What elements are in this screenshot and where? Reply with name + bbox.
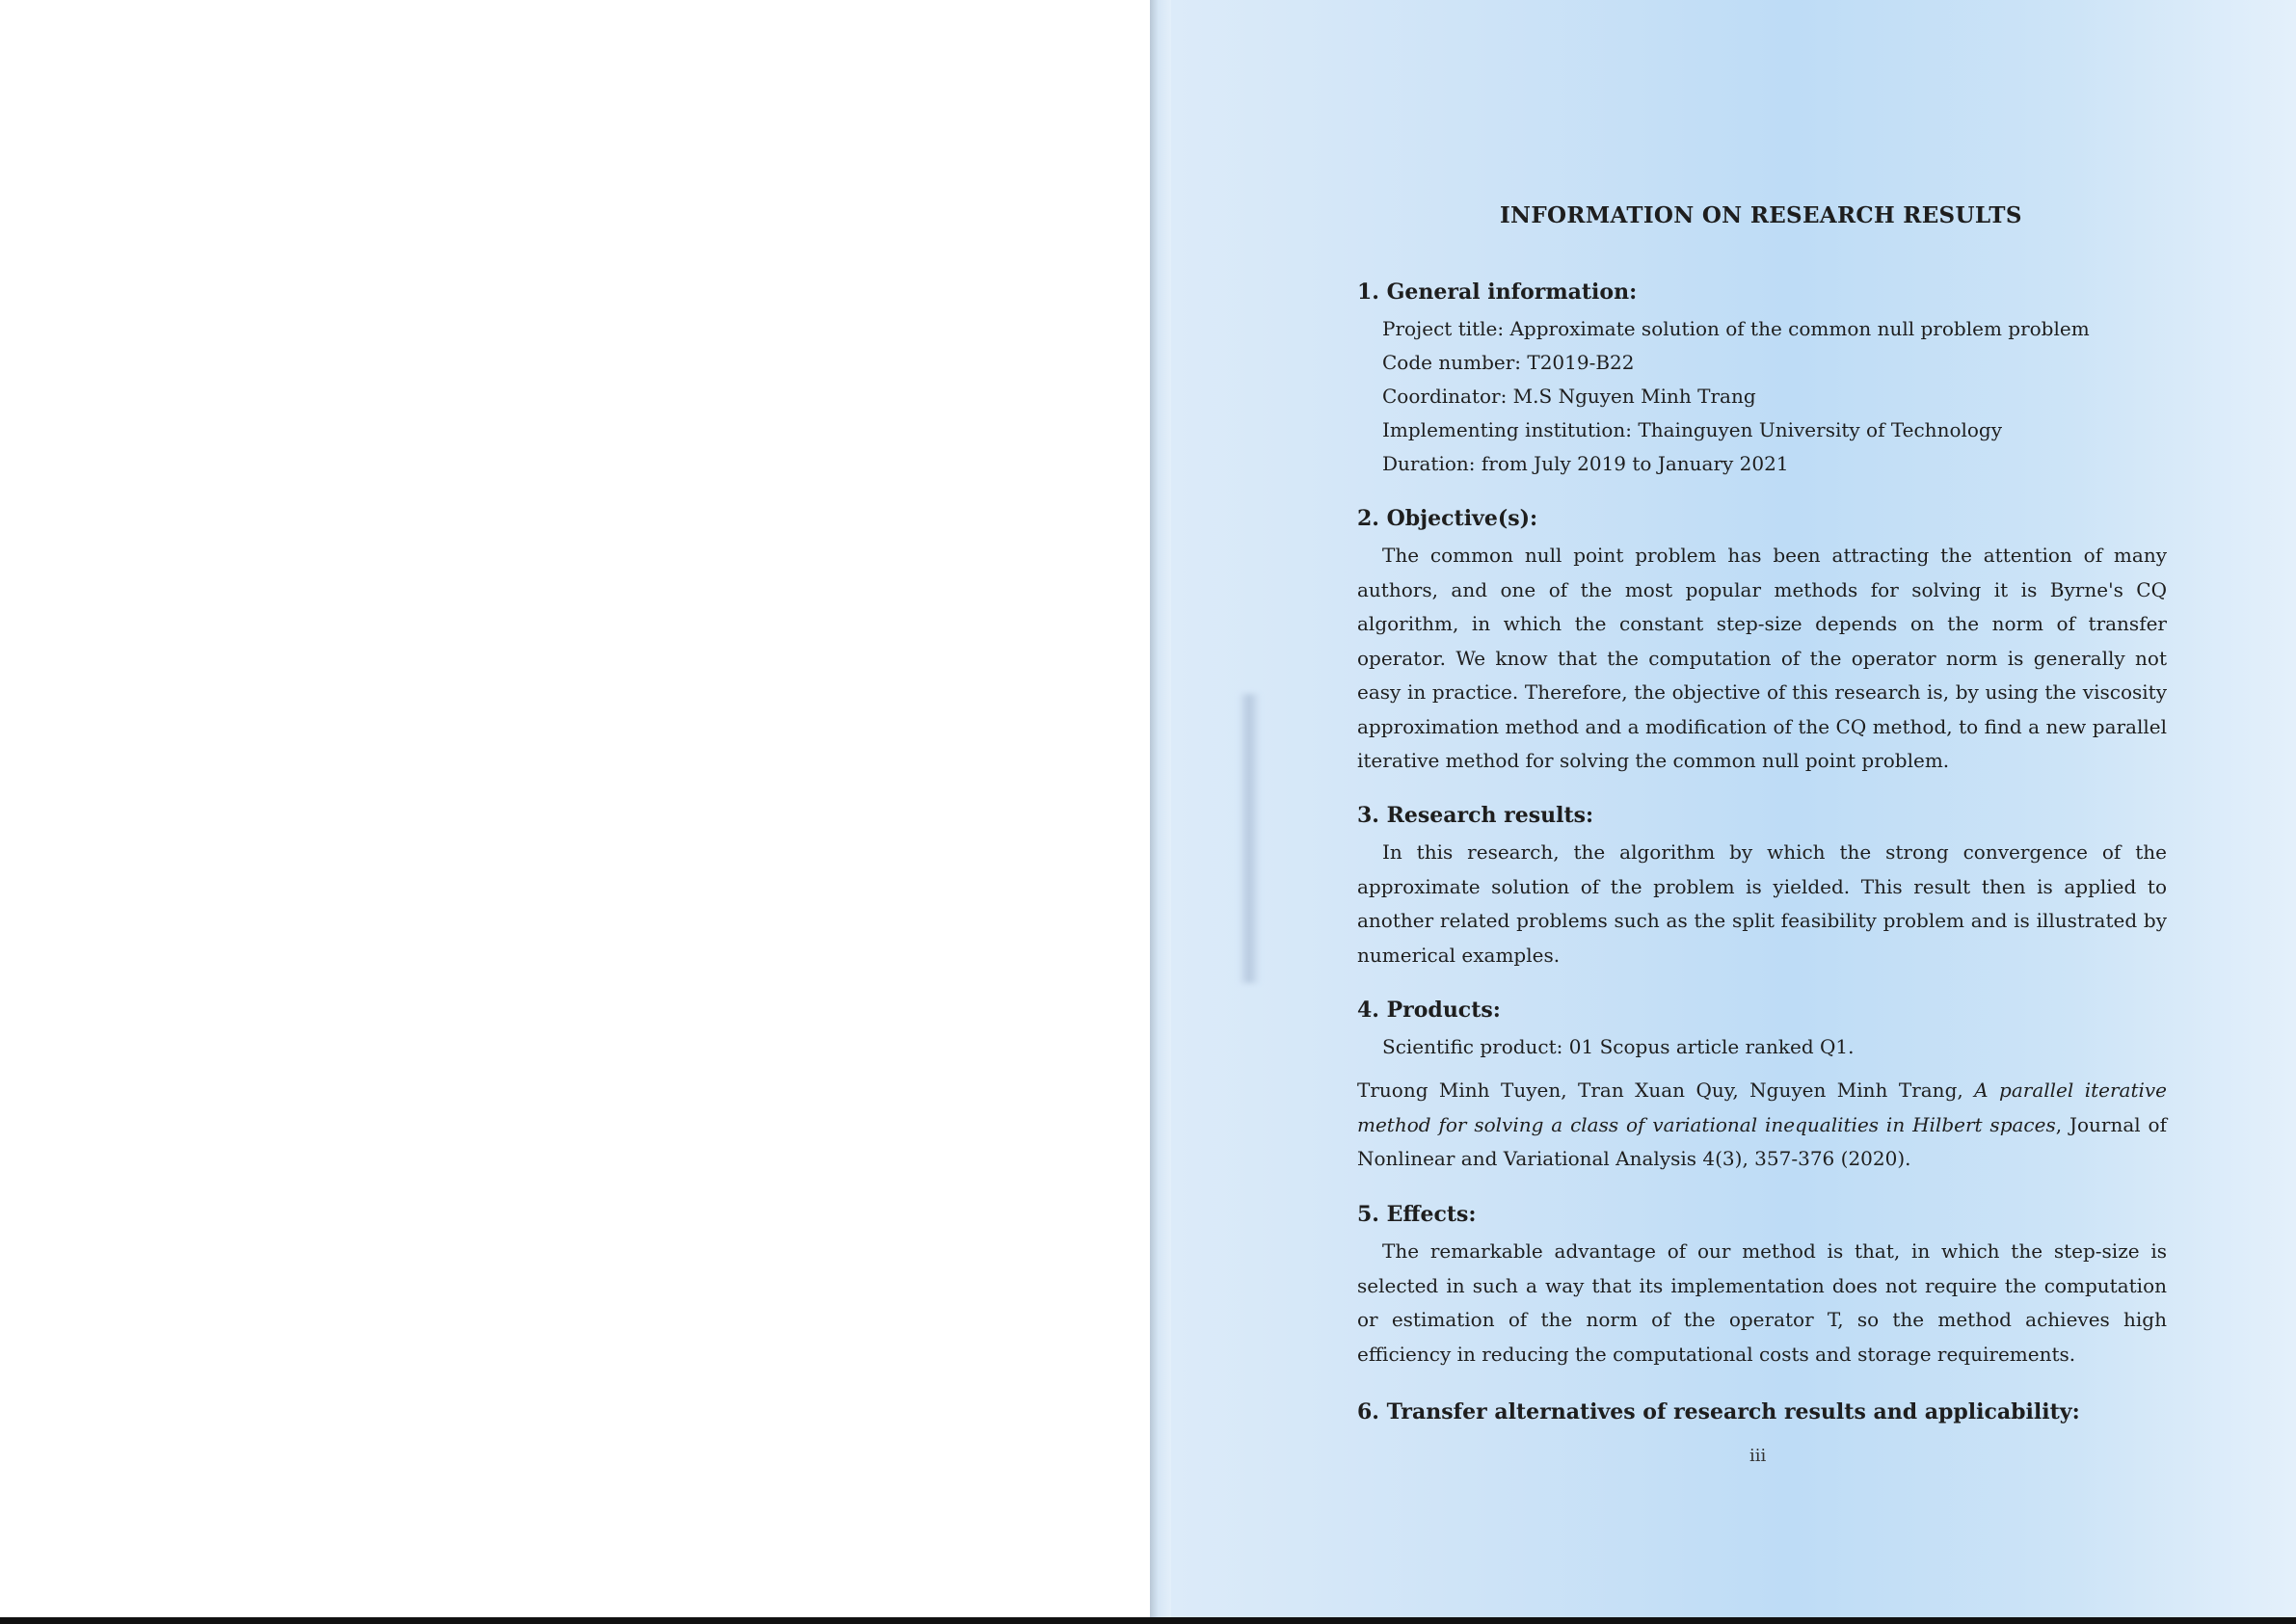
section-heading: 2. Objective(s): xyxy=(1357,506,1538,531)
section-heading: 3. Research results: xyxy=(1357,803,1594,828)
section-transfer xyxy=(1357,1399,2167,1432)
section-effects xyxy=(1357,1202,2167,1371)
results-paragraph: In this research, the algorithm by which the strong convergence of the approximate solution of the problem is yielded. This result then is applied to another related problems such as the split feasibility problem and is illustrated by numerical examples. xyxy=(1357,840,2167,967)
book-spine xyxy=(1150,0,1171,1624)
section-products xyxy=(1357,998,2167,1177)
document-title: INFORMATION ON RESEARCH RESULTS xyxy=(1500,202,2022,228)
section-heading: 1. General information: xyxy=(1357,280,1638,305)
section-general-information xyxy=(1357,280,2167,481)
institution-line: Implementing institution: Thainguyen University of Technology xyxy=(1382,418,2003,441)
citation-title: A parallel iterative method for solving a class of variational inequalities in Hilbert spaces xyxy=(1357,1078,2168,1136)
objectives-paragraph: The common null point problem has been attracting the attention of many authors, and one of the most popular methods for solving it is Byrne's CQ algorithm, in which the constant step-size depends on the norm of transfer operator. We know that the computation of the operator norm is generally not easy in practice. Therefore, the objective of this research is, by using the viscosity approximation method and a modification of the CQ method, to find a new parallel iterative method for solving the common null point problem. xyxy=(1357,544,2167,772)
section-heading: 5. Effects: xyxy=(1357,1202,1477,1227)
citation xyxy=(1357,1074,2167,1177)
bottom-edge xyxy=(0,1617,2296,1624)
code-number-line: Code number: T2019-B22 xyxy=(1382,351,1635,374)
project-title-line: Project title: Approximate solution of the common null problem problem xyxy=(1382,317,2090,340)
section-objectives xyxy=(1357,506,2167,779)
scan-shadow xyxy=(1239,694,1260,983)
page-number: iii xyxy=(1749,1446,1767,1466)
section-heading: 4. Products: xyxy=(1357,998,1501,1023)
coordinator-line: Coordinator: M.S Nguyen Minh Trang xyxy=(1382,385,1756,408)
citation-source: , Journal of Nonlinear and Variational Analysis 4(3), 357-376 (2020). xyxy=(1357,1112,2167,1170)
duration-line: Duration: from July 2019 to January 2021 xyxy=(1382,452,1789,475)
citation-authors: Truong Minh Tuyen, Tran Xuan Quy, Nguyen Minh Trang, xyxy=(1357,1078,1963,1102)
product-line: Scientific product: 01 Scopus article ranked Q1. xyxy=(1382,1035,1855,1058)
section-research-results xyxy=(1357,803,2167,972)
effects-paragraph: The remarkable advantage of our method is that, in which the step-size is selected in such a way that its implementation does not require the computation or estimation of the norm of the operator T, so the method achieves high efficiency in reducing the computational costs and storage requirements. xyxy=(1357,1239,2167,1366)
section-heading: 6. Transfer alternatives of research results and applicability: xyxy=(1357,1399,2080,1424)
